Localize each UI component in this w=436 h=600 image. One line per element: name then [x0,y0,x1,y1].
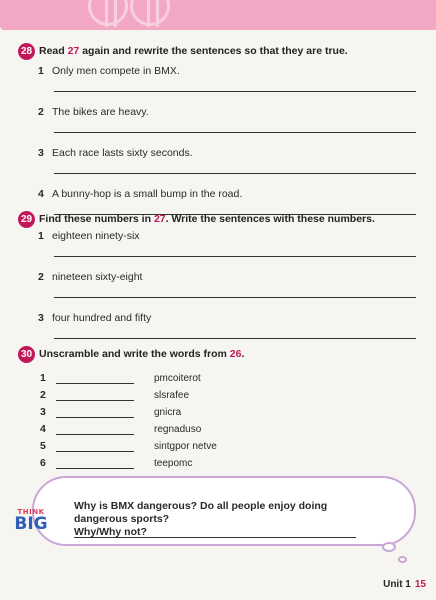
exercise-instruction [39,45,348,57]
exercise-number-badge: 30 [18,346,35,363]
instruction-text: . Write the sentences with these numbers. [165,213,375,225]
scrambled-word: pmcoiterot [154,373,201,384]
instruction-text: Find these numbers in [39,213,154,225]
answer-blank[interactable] [56,374,134,384]
answer-blank[interactable] [56,442,134,452]
scrambled-word: gnicra [154,407,182,418]
instruction-text: again and rewrite the sentences so that they are true. [79,45,348,57]
answer-blank[interactable] [56,391,134,401]
item-text: A bunny-hop is a small bump in the road. [52,188,243,200]
list-item [38,147,418,159]
item-text: four hundred and fifty [52,312,152,324]
exercise-header [18,345,418,363]
item-number: 2 [40,389,46,401]
globe-decoration-icon [130,0,170,26]
list-item [38,230,418,242]
answer-blank[interactable] [56,459,134,469]
question-line: Why/Why not? [74,526,147,538]
item-number: 3 [40,406,46,418]
scramble-item [40,452,418,469]
item-text: Each race lasts sixty seconds. [52,147,193,159]
exercise-30 [18,345,418,469]
answer-blank[interactable] [56,425,134,435]
scrambled-word: regnaduso [154,424,202,435]
item-number: 4 [38,188,44,200]
header-band [0,0,436,30]
item-number: 2 [38,271,44,283]
answer-line[interactable] [54,338,416,339]
item-number: 5 [40,440,46,452]
exercise-number-badge: 29 [18,211,35,228]
item-number: 4 [40,423,46,435]
scrambled-word: slsrafee [154,390,190,401]
exercise-reference: 26 [229,348,242,360]
item-number: 1 [38,230,44,242]
item-text: nineteen sixty-eight [52,271,143,283]
exercise-28 [18,42,418,215]
scramble-item [40,401,418,418]
logo-text-bottom: BIG [14,514,48,534]
exercise-reference: 27 [153,213,166,225]
list-item [38,312,418,324]
instruction-text: Unscramble and write the words from [39,348,230,360]
exercise-instruction [39,213,375,225]
item-text: Only men compete in BMX. [52,65,180,77]
item-text: The bikes are heavy. [52,106,149,118]
scramble-item [40,367,418,384]
list-item [38,106,418,118]
scrambled-word: sintgpor netve [154,441,217,452]
list-item [38,65,418,77]
thought-bubble-icon [398,556,407,563]
page-number: 15 [414,579,426,590]
list-item [38,271,418,283]
scramble-item [40,384,418,401]
instruction-text: . [241,348,245,360]
item-number: 3 [38,147,44,159]
page-footer [383,579,426,590]
instruction-text: Read [39,45,68,57]
exercise-instruction [39,348,244,360]
exercise-number-badge: 28 [18,43,35,60]
unit-label: Unit 1 [383,579,411,590]
scramble-item [40,435,418,452]
item-number: 2 [38,106,44,118]
item-number: 3 [38,312,44,324]
scramble-item [40,418,418,435]
item-number: 1 [38,65,44,77]
item-number: 6 [40,457,46,469]
list-item [38,188,418,200]
exercise-header [18,42,418,60]
globe-decoration-icon [88,0,128,26]
answer-line[interactable] [74,537,356,538]
question-line: Why is BMX dangerous? Do all people enjoy doing dangerous sports? [74,500,328,525]
exercise-header [18,210,418,228]
think-big-logo [8,508,54,542]
scrambled-word: teepomc [154,458,193,469]
think-big-question [74,500,374,539]
exercise-29 [18,210,418,339]
thought-bubble-icon [382,542,396,552]
answer-blank[interactable] [56,408,134,418]
exercise-reference: 27 [67,45,80,57]
logo-text-top: THINK [17,508,45,516]
item-text: eighteen ninety-six [52,230,140,242]
item-number: 1 [40,372,46,384]
